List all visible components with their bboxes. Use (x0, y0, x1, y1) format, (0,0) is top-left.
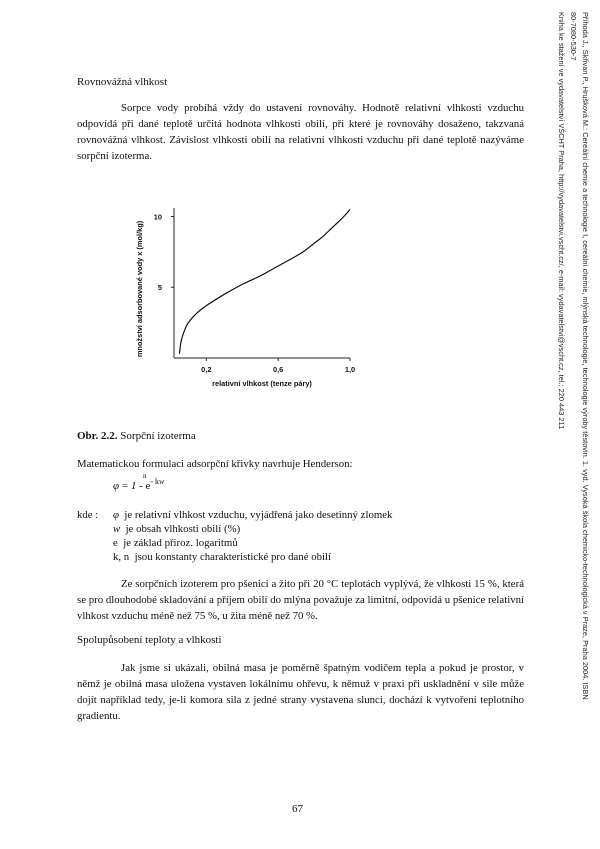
sorption-isotherm-chart (128, 192, 368, 396)
formula-phi: φ (113, 480, 120, 492)
section-heading-temperature-moisture: Spolupůsobení teploty a vlhkosti (77, 634, 222, 646)
henderson-intro: Matematickou formulaci adsorpční křivky navrhuje Henderson: (77, 458, 353, 470)
henderson-formula (113, 472, 263, 498)
kde-row-1-text: je relativní vlhkost vzduchu, vyjádřená jako desetinný zlomek (124, 509, 393, 521)
formula-equals: = (119, 480, 131, 492)
formula-exp-var: w (159, 477, 165, 486)
chart-svg (128, 192, 368, 396)
chart-y-tick-label: 5 (157, 283, 162, 293)
chart-x-tick-label: 1,0 (344, 365, 356, 374)
side-citation (553, 12, 593, 840)
paragraph-wheat-rye: Ze sorpčních izoterem pro pšenici a žito při 20 °C teplotách vyplývá, že vlhkosti 15 %, která se pro dlouhodobé skladování a příjem obilí do mlýna považuje za limitní, odpovídá u pšenice relativní vlhkost vzduchu méně než 75 %, u žita méně než 70 %. (77, 578, 524, 622)
formula-minus-e: - e (136, 480, 151, 492)
kde-label: kde : (77, 509, 99, 521)
side-citation-line-2: 80-7080-530-7 (569, 12, 578, 61)
chart-y-tick-label: 10 (153, 212, 162, 222)
chart-y-axis-label: množství adsorbované vody x (mol/kg) (135, 220, 144, 358)
kde-row-3 (113, 536, 238, 550)
kde-row-4-symbol: k, n (113, 551, 130, 563)
figure-caption (77, 430, 196, 442)
chart-x-tick-label: 0,6 (273, 365, 284, 374)
formula-one: 1 (130, 480, 137, 492)
kde-row-4-text: jsou konstanty charakteristické pro dané obilí (134, 551, 331, 563)
kde-row-2-symbol: w (113, 523, 121, 535)
kde-row-1-symbol: φ (113, 509, 119, 521)
chart-background (128, 192, 368, 396)
kde-row-3-text: je základ přiroz. logaritmů (123, 537, 238, 549)
paragraph-temperature-gradient: Jak jsme si ukázali, obilná masa je poměrně špatným vodičem tepla a pokud je prostor, v němž je obilná masa uložena vystaven lokálnímu ohřevu, k němuž v praxi při uskladnění v sile může dojít například tedy, je-li komora sila z jedné strany vystavena slunci, dochází k vytvoření teplotního gradientu. (77, 662, 524, 722)
kde-row-3-symbol: e (113, 537, 118, 549)
kde-row-2 (113, 522, 240, 536)
chart-x-axis-label: relativní vlhkost (tenze páry) (212, 379, 312, 388)
formula-exponent-n: n (143, 472, 147, 480)
paragraph-sorption: Sorpce vody probíhá vždy do ustavení rovnováhy. Hodnotě relativní vlhkosti vzduchu odpovídá při dané teplotě určitá hodnota vlhkosti obilí, při které je rovnováhy dosaženo, takzvaná rovnovážná vlhkost. Závislost vlhkosti obilí na relativní vlhkosti vzduchu při dané teplotě nazýváme sorpční izoterma. (77, 102, 524, 162)
formula-exp-prefix: - k (150, 477, 160, 486)
figure-caption-text: Sorpční izoterma (120, 430, 196, 442)
kde-row-1 (113, 508, 392, 522)
figure-caption-label: Obr. 2.2. (77, 430, 118, 442)
kde-row-2-text: je obsah vlhkosti obilí (%) (125, 523, 241, 535)
side-citation-line-1: Příhoda J., Skřivan P., Hrušková M.: Cereální chemie a technologie I, cereální chemie, mlýnská technologie, technologie výroby těstovin. 1. vyd. Vysoká škola chemicko-technologická v Praze, Praha 2004. ISBN (581, 12, 590, 700)
chart-x-tick-label: 0,2 (201, 365, 212, 374)
kde-row-4 (113, 550, 331, 564)
page-number: 67 (292, 803, 303, 815)
section-heading-equilibrium: Rovnovážná vlhkost (77, 76, 168, 88)
side-citation-line-3: Kniha ke stažení ve vydavatelství VŠCHT Praha, http://vydavatelstvi.vscht.cz/, e-mail: vydavatelstvi@vscht.cz, tel.: 220 443 211 (557, 12, 566, 430)
